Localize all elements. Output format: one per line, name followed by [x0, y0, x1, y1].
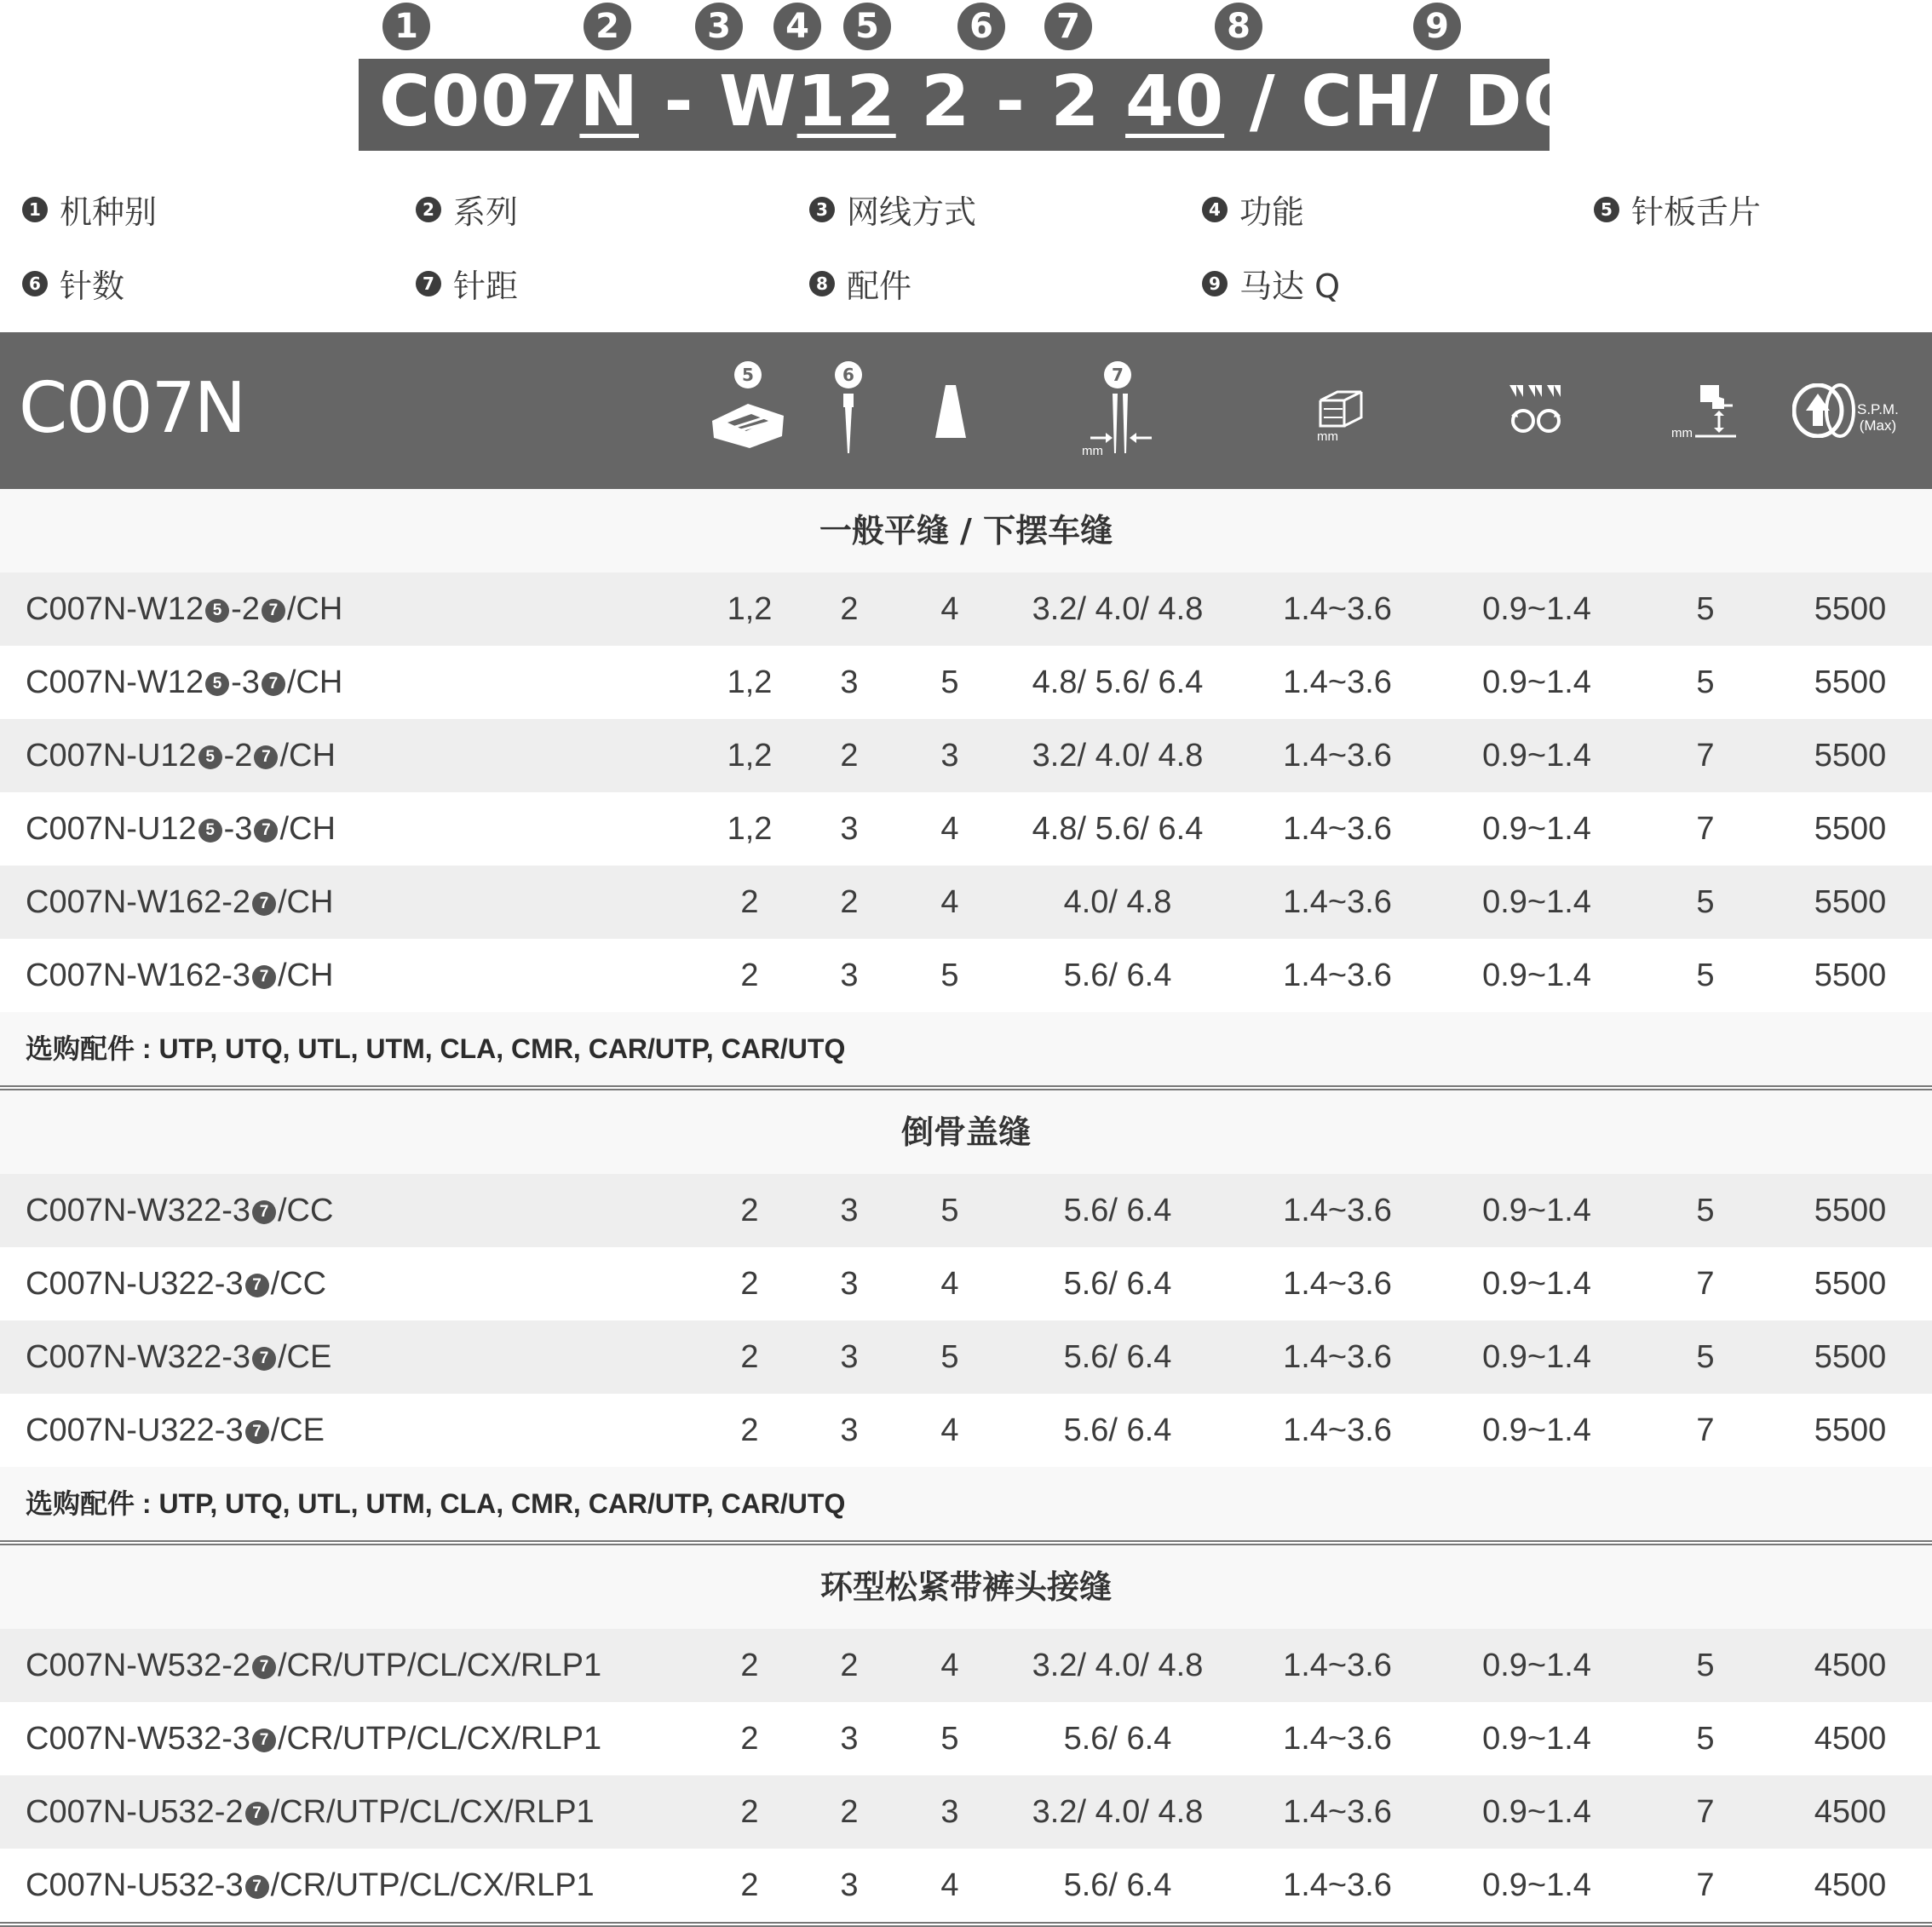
presser-lift-cell: 7: [1696, 811, 1715, 847]
needle-distance-cell: 5.6/ 6.4: [1063, 1867, 1172, 1903]
model-code-part: C007N-W322-3: [26, 1339, 250, 1375]
table-row: [0, 1247, 1932, 1320]
model-code-suffix: /CH: [278, 884, 334, 920]
legend-label: 马达 Q: [1239, 267, 1340, 305]
option-marker: 7: [245, 1802, 269, 1826]
model-code-part: -3: [231, 664, 260, 700]
legend-badge: 8: [809, 271, 835, 296]
stitch-length-cell: 1.4~3.6: [1283, 1412, 1392, 1448]
needle-plate-cell: 1,2: [727, 591, 773, 627]
spm-cell: 4500: [1814, 1794, 1887, 1830]
differential-feed-cell: 0.9~1.4: [1482, 958, 1591, 993]
model-code-suffix: /CH: [286, 664, 343, 700]
model-code-part: C007N-U532-2: [26, 1794, 244, 1830]
needle-distance-cell: 3.2/ 4.0/ 4.8: [1032, 591, 1204, 627]
model-code-suffix: /CE: [278, 1339, 332, 1375]
thread-count-cell: 4: [940, 1867, 959, 1903]
legend-item: [809, 186, 976, 233]
table-row: [0, 1775, 1932, 1849]
table-row: [0, 792, 1932, 866]
needle-plate-icon: [709, 397, 787, 453]
optional-accessories-text: 选购配件 : UTP, UTQ, UTL, UTM, CLA, CMR, CAR/UTP, CAR/UTQ: [26, 1488, 846, 1519]
code-part-underlined: N: [579, 61, 639, 142]
thread-cone-icon: [934, 385, 968, 441]
spm-cell: 5500: [1814, 958, 1887, 993]
thread-count-cell: 4: [940, 1648, 959, 1683]
spm-max-text: (Max): [1859, 417, 1897, 434]
model-code-suffix: /CR/UTP/CL/CX/RLP1: [270, 1867, 595, 1903]
needle-count-cell: 3: [840, 1266, 859, 1302]
spm-cell: 5500: [1814, 664, 1887, 700]
table-row: [0, 1629, 1932, 1702]
code-part: - W: [639, 61, 797, 142]
model-code-part: C007N-W162-2: [26, 884, 250, 920]
needle-plate-cell: 1,2: [727, 664, 773, 700]
option-marker: 7: [252, 1655, 276, 1679]
optional-accessories: [0, 1012, 1932, 1085]
optional-accessories-text: 选购配件 : UTP, UTQ, UTL, UTM, CLA, CMR, CAR/UTP, CAR/UTQ: [26, 1033, 846, 1064]
needle-count-cell: 3: [840, 1339, 859, 1375]
spm-cell: 4500: [1814, 1648, 1887, 1683]
code-part: / CH/ DCNQ: [1224, 61, 1695, 142]
differential-feed-cell: 0.9~1.4: [1482, 811, 1591, 847]
option-marker: 7: [252, 892, 276, 916]
needle-distance-cell: 5.6/ 6.4: [1063, 1266, 1172, 1302]
needle-plate-cell: 2: [740, 1266, 759, 1302]
legend-badge: 6: [22, 271, 48, 296]
model-code-part: -2: [231, 591, 260, 627]
thread-count-cell: 4: [940, 1266, 959, 1302]
legend-label: 系列: [453, 193, 519, 231]
model-cell: [26, 1629, 601, 1702]
needle-distance-cell: 4.8/ 5.6/ 6.4: [1032, 664, 1204, 700]
legend-item: [416, 186, 518, 233]
model-code-part: C007N-W322-3: [26, 1193, 250, 1228]
model-code-part: C007N-U12: [26, 811, 197, 847]
needle-distance-cell: 5.6/ 6.4: [1063, 1412, 1172, 1448]
spm-cell: 5500: [1814, 738, 1887, 774]
thread-count-cell: 5: [940, 1339, 959, 1375]
legend-badge: 1: [22, 197, 48, 222]
needle-plate-cell: 2: [740, 1794, 759, 1830]
table-row: [0, 866, 1932, 939]
thread-count-cell: 4: [940, 1412, 959, 1448]
section-title: 一般平缝 / 下摆车缝: [0, 489, 1932, 572]
spm-cell: 5500: [1814, 1339, 1887, 1375]
section-title: 倒骨盖缝: [0, 1090, 1932, 1174]
thread-count-cell: 5: [940, 1193, 959, 1228]
differential-feed-cell: 0.9~1.4: [1482, 1412, 1591, 1448]
code-number-8: 8: [1215, 3, 1262, 50]
needle-distance-cell: 3.2/ 4.0/ 4.8: [1032, 738, 1204, 774]
spm-cell: 5500: [1814, 1412, 1887, 1448]
needle-distance-cell: 5.6/ 6.4: [1063, 958, 1172, 993]
differential-feed-cell: 0.9~1.4: [1482, 664, 1591, 700]
presser-lift-cell: 5: [1696, 884, 1715, 920]
model-code-suffix: /CH: [286, 591, 343, 627]
needle-distance-cell: 4.8/ 5.6/ 6.4: [1032, 811, 1204, 847]
model-cell: [26, 1174, 333, 1247]
legend-badge: 9: [1202, 271, 1228, 296]
code-part: 2 - 2: [895, 61, 1126, 142]
code-part-underlined: 40: [1125, 61, 1225, 142]
differential-feed-cell: 0.9~1.4: [1482, 884, 1591, 920]
stitch-length-cell: 1.4~3.6: [1283, 1794, 1392, 1830]
stitch-length-cell: 1.4~3.6: [1283, 1266, 1392, 1302]
legend-label: 针距: [453, 267, 519, 305]
legend-badge: 4: [1202, 197, 1228, 222]
needle-distance-cell: 5.6/ 6.4: [1063, 1721, 1172, 1757]
needle-plate-cell: 2: [740, 1339, 759, 1375]
thread-count-cell: 5: [940, 958, 959, 993]
needle-distance-cell: 4.0/ 4.8: [1063, 884, 1172, 920]
stitch-length-cell: 1.4~3.6: [1283, 1193, 1392, 1228]
code-number-4: 4: [773, 3, 821, 50]
model-code-suffix: /CR/UTP/CL/CX/RLP1: [270, 1794, 595, 1830]
legend-badge: 7: [416, 271, 441, 296]
speed-spm-icon: [1792, 383, 1857, 438]
model-code-part: C007N-W12: [26, 664, 204, 700]
legend-label: 配件: [847, 267, 912, 305]
option-marker: 7: [252, 1729, 276, 1752]
needle-count-cell: 2: [840, 884, 859, 920]
stitch-length-cell: 1.4~3.6: [1283, 591, 1392, 627]
presser-lift-cell: 5: [1696, 591, 1715, 627]
differential-feed-cell: 0.9~1.4: [1482, 1721, 1591, 1757]
legend-badge: 3: [809, 197, 835, 222]
mm-label: mm: [1671, 426, 1693, 440]
stitch-length-cell: 1.4~3.6: [1283, 1867, 1392, 1903]
legend-item: [809, 260, 911, 307]
legend-label: 功能: [1239, 193, 1305, 231]
model-code-suffix: /CH: [279, 811, 336, 847]
model-code: [379, 55, 1694, 150]
presser-lift-cell: 5: [1696, 1339, 1715, 1375]
section-divider: [0, 1922, 1932, 1927]
presser-lift-cell: 5: [1696, 1648, 1715, 1683]
code-number-2: 2: [584, 3, 631, 50]
badge-7: 7: [1104, 361, 1131, 388]
code-number-7: 7: [1044, 3, 1092, 50]
needle-count-cell: 3: [840, 811, 859, 847]
model-title: C007N: [19, 368, 245, 449]
spm-label: [1857, 401, 1899, 434]
needle-count-cell: 2: [840, 738, 859, 774]
needle-count-cell: 2: [840, 1794, 859, 1830]
needle-count-cell: 3: [840, 958, 859, 993]
code-number-9: 9: [1413, 3, 1461, 50]
model-cell: [26, 1775, 595, 1849]
needle-count-cell: 3: [840, 1721, 859, 1757]
model-cell: [26, 866, 333, 939]
differential-feed-cell: 0.9~1.4: [1482, 1648, 1591, 1683]
needle-plate-cell: 2: [740, 1721, 759, 1757]
table-row: [0, 1849, 1932, 1922]
option-marker: 7: [262, 599, 285, 623]
model-code-part: C007N-W162-3: [26, 958, 250, 993]
needle-distance-cell: 5.6/ 6.4: [1063, 1193, 1172, 1228]
thread-count-cell: 5: [940, 664, 959, 700]
presser-lift-cell: 7: [1696, 738, 1715, 774]
code-part: C007: [379, 61, 580, 142]
model-code-part: C007N-U12: [26, 738, 197, 774]
model-cell: [26, 1702, 601, 1775]
model-code-part: C007N-U322-3: [26, 1266, 244, 1302]
option-marker: 7: [245, 1420, 269, 1444]
needle-count-cell: 3: [840, 1193, 859, 1228]
needle-plate-cell: 1,2: [727, 811, 773, 847]
model-code-suffix: /CC: [278, 1193, 334, 1228]
legend-item: [22, 186, 157, 233]
stitch-length-cell: 1.4~3.6: [1283, 738, 1392, 774]
needle-count-cell: 2: [840, 591, 859, 627]
stitch-length-cell: 1.4~3.6: [1283, 1648, 1392, 1683]
legend-label: 网线方式: [847, 193, 977, 231]
option-marker: 7: [245, 1274, 269, 1297]
legend-label: 针数: [60, 267, 125, 305]
legend-label: 机种别: [60, 193, 158, 231]
code-number-6: 6: [957, 3, 1005, 50]
needle-icon: [839, 394, 858, 453]
model-code-suffix: /CH: [278, 958, 334, 993]
differential-feed-cell: 0.9~1.4: [1482, 591, 1591, 627]
option-marker: 5: [205, 672, 229, 696]
needle-count-cell: 3: [840, 1867, 859, 1903]
option-marker: 7: [245, 1875, 269, 1899]
model-code-suffix: /CH: [279, 738, 336, 774]
model-cell: [26, 1247, 326, 1320]
thread-count-cell: 4: [940, 811, 959, 847]
code-number-5: 5: [843, 3, 891, 50]
model-code-part: C007N-W12: [26, 591, 204, 627]
option-marker: 7: [252, 1347, 276, 1371]
legend-item: [1202, 260, 1340, 307]
table-row: [0, 1320, 1932, 1394]
badge-6: 6: [835, 361, 862, 388]
code-number-3: 3: [695, 3, 743, 50]
model-code-part: C007N-W532-3: [26, 1721, 250, 1757]
table-row: [0, 1702, 1932, 1775]
stitch-length-icon: [1312, 383, 1363, 436]
needle-plate-cell: 2: [740, 1648, 759, 1683]
needle-distance-cell: 3.2/ 4.0/ 4.8: [1032, 1648, 1204, 1683]
legend-item: [416, 260, 518, 307]
needle-count-cell: 2: [840, 1648, 859, 1683]
needle-plate-cell: 2: [740, 1867, 759, 1903]
table-row: [0, 719, 1932, 792]
mm-label: mm: [1082, 444, 1103, 458]
model-cell: [26, 1849, 595, 1922]
model-cell: [26, 1320, 331, 1394]
spm-text: S.P.M.: [1857, 401, 1899, 417]
table-row: [0, 939, 1932, 1012]
model-code-suffix: /CR/UTP/CL/CX/RLP1: [278, 1721, 602, 1757]
section-title: 环型松紧带裤头接缝: [0, 1545, 1932, 1629]
spm-cell: 5500: [1814, 884, 1887, 920]
thread-count-cell: 4: [940, 591, 959, 627]
model-cell: [26, 939, 333, 1012]
presser-lift-cell: 7: [1696, 1266, 1715, 1302]
legend-item: [1594, 186, 1761, 233]
model-cell: [26, 719, 336, 792]
presser-lift-cell: 5: [1696, 1193, 1715, 1228]
differential-feed-cell: 0.9~1.4: [1482, 1193, 1591, 1228]
differential-feed-cell: 0.9~1.4: [1482, 1266, 1591, 1302]
spm-cell: 5500: [1814, 1266, 1887, 1302]
table-row: [0, 1174, 1932, 1247]
model-code-part: C007N-U322-3: [26, 1412, 244, 1448]
spm-cell: 4500: [1814, 1721, 1887, 1757]
needle-count-cell: 3: [840, 664, 859, 700]
optional-accessories: [0, 1467, 1932, 1540]
table-row: [0, 646, 1932, 719]
stitch-length-cell: 1.4~3.6: [1283, 1721, 1392, 1757]
stitch-length-cell: 1.4~3.6: [1283, 1339, 1392, 1375]
presser-lift-cell: 5: [1696, 1721, 1715, 1757]
legend-label: 针板舌片: [1631, 193, 1762, 231]
needle-plate-cell: 2: [740, 884, 759, 920]
needle-plate-cell: 2: [740, 958, 759, 993]
model-code-part: -3: [223, 811, 253, 847]
presser-lift-cell: 7: [1696, 1867, 1715, 1903]
model-cell: [26, 1394, 325, 1467]
option-marker: 7: [252, 1200, 276, 1224]
stitch-length-cell: 1.4~3.6: [1283, 664, 1392, 700]
table-row: [0, 572, 1932, 646]
model-cell: [26, 572, 342, 646]
differential-feed-icon: [1508, 382, 1564, 438]
model-cell: [26, 646, 342, 719]
spm-cell: 5500: [1814, 591, 1887, 627]
needle-count-cell: 3: [840, 1412, 859, 1448]
option-marker: 7: [252, 965, 276, 989]
model-code-part: -2: [223, 738, 253, 774]
differential-feed-cell: 0.9~1.4: [1482, 738, 1591, 774]
needle-distance-cell: 3.2/ 4.0/ 4.8: [1032, 1794, 1204, 1830]
needle-plate-cell: 2: [740, 1193, 759, 1228]
thread-count-cell: 3: [940, 1794, 959, 1830]
model-cell: [26, 792, 336, 866]
model-code-suffix: /CR/UTP/CL/CX/RLP1: [278, 1648, 602, 1683]
presser-lift-cell: 5: [1696, 664, 1715, 700]
needle-distance-cell: 5.6/ 6.4: [1063, 1339, 1172, 1375]
legend-item: [22, 260, 124, 307]
option-marker: 5: [198, 819, 222, 843]
differential-feed-cell: 0.9~1.4: [1482, 1794, 1591, 1830]
presser-foot-lift-icon: [1695, 383, 1736, 440]
badge-5: 5: [734, 361, 762, 388]
spm-cell: 5500: [1814, 811, 1887, 847]
option-marker: 7: [254, 745, 278, 769]
presser-lift-cell: 7: [1696, 1794, 1715, 1830]
spm-cell: 4500: [1814, 1867, 1887, 1903]
mm-label: mm: [1317, 429, 1338, 444]
option-marker: 5: [198, 745, 222, 769]
legend-badge: 2: [416, 197, 441, 222]
option-marker: 7: [262, 672, 285, 696]
thread-count-cell: 4: [940, 884, 959, 920]
legend-item: [1202, 186, 1304, 233]
model-code-part: C007N-W532-2: [26, 1648, 250, 1683]
option-marker: 7: [254, 819, 278, 843]
stitch-length-cell: 1.4~3.6: [1283, 958, 1392, 993]
needle-plate-cell: 1,2: [727, 738, 773, 774]
table-row: [0, 1394, 1932, 1467]
model-code-part: C007N-U532-3: [26, 1867, 244, 1903]
thread-count-cell: 3: [940, 738, 959, 774]
presser-lift-cell: 7: [1696, 1412, 1715, 1448]
stitch-length-cell: 1.4~3.6: [1283, 884, 1392, 920]
code-part-underlined: 12: [796, 61, 896, 142]
spm-cell: 5500: [1814, 1193, 1887, 1228]
option-marker: 5: [205, 599, 229, 623]
presser-lift-cell: 5: [1696, 958, 1715, 993]
model-code-suffix: /CE: [270, 1412, 325, 1448]
stitch-length-cell: 1.4~3.6: [1283, 811, 1392, 847]
legend-badge: 5: [1594, 197, 1619, 222]
model-code-suffix: /CC: [270, 1266, 327, 1302]
differential-feed-cell: 0.9~1.4: [1482, 1867, 1591, 1903]
needle-plate-cell: 2: [740, 1412, 759, 1448]
code-number-1: 1: [382, 3, 430, 50]
thread-count-cell: 5: [940, 1721, 959, 1757]
differential-feed-cell: 0.9~1.4: [1482, 1339, 1591, 1375]
